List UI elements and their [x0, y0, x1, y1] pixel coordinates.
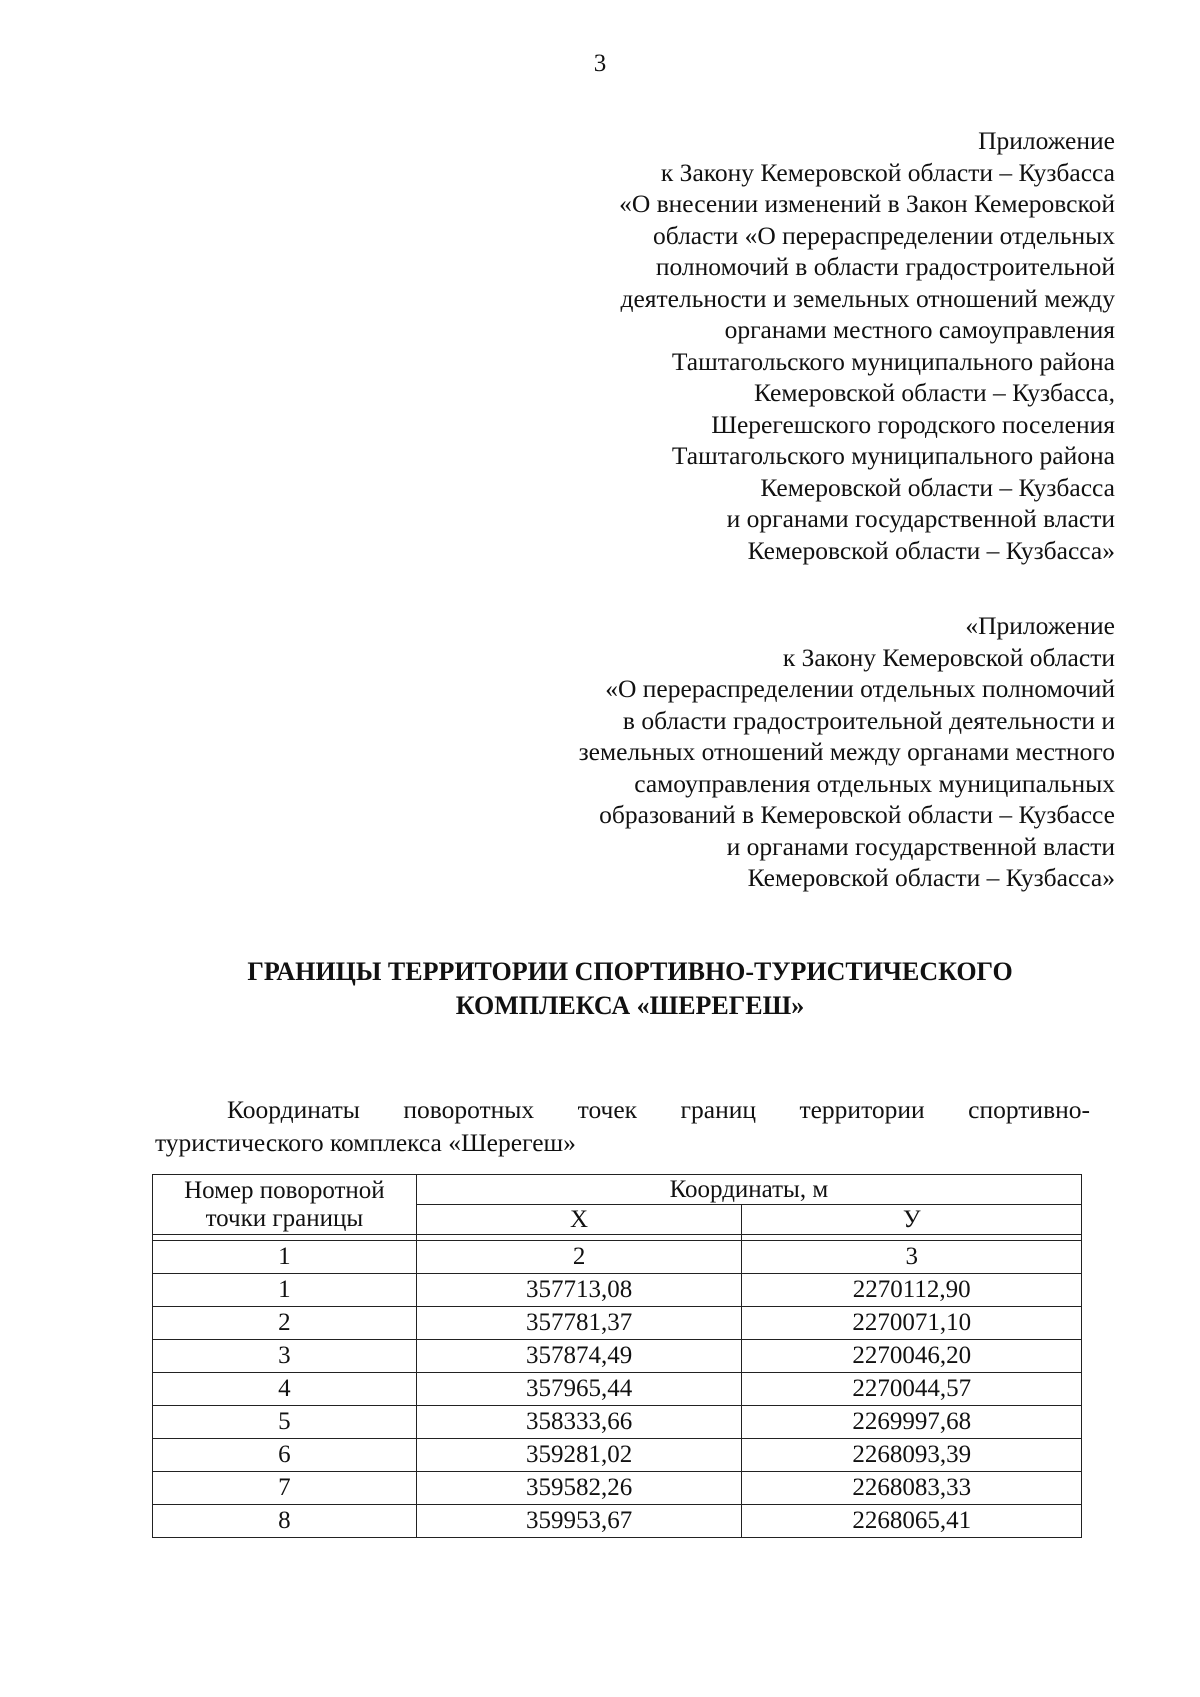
- appendix-quoted-line: в области градостроительной деятельности и: [622, 705, 1115, 735]
- header-point-number: Номер поворотной точки границы: [153, 1175, 417, 1235]
- y-coordinate-cell: 2270112,90: [742, 1274, 1082, 1307]
- appendix-main-line: Приложение: [978, 126, 1115, 155]
- header-coordinates: Координаты, м: [416, 1175, 1081, 1205]
- intro-paragraph: [155, 1093, 1090, 1159]
- y-coordinate-cell: 2270071,10: [742, 1307, 1082, 1340]
- table-row: [153, 1340, 1082, 1373]
- x-coordinate-cell: 359281,02: [416, 1439, 742, 1472]
- y-coordinate-cell: 2268065,41: [742, 1505, 1082, 1538]
- table-row: [153, 1274, 1082, 1307]
- column-number: 1: [153, 1241, 417, 1274]
- appendix-main-line: и органами государственной власти: [726, 504, 1115, 533]
- appendix-main-line: Таштагольского муниципального района: [671, 346, 1115, 376]
- point-number-cell: 7: [153, 1472, 417, 1505]
- appendix-main-line: полномочий в области градостроительной: [655, 252, 1115, 281]
- appendix-quoted-line: самоуправления отдельных муниципальных: [634, 768, 1115, 798]
- appendix-main-line: деятельности и земельных отношений между: [620, 283, 1115, 313]
- table-row: [153, 1505, 1082, 1538]
- column-number: 3: [742, 1241, 1082, 1274]
- document-title: [110, 955, 1150, 1023]
- coordinates-table: [152, 1174, 1082, 1538]
- x-coordinate-cell: 357965,44: [416, 1373, 742, 1406]
- appendix-main-line: области «О перераспределении отдельных: [652, 220, 1115, 250]
- appendix-main-line: Шерегешского городского поселения: [711, 409, 1115, 439]
- table-header-row: [153, 1175, 1082, 1205]
- appendix-main-line: Кемеровской области – Кузбасса,: [754, 378, 1115, 407]
- appendix-quoted-line: к Закону Кемеровской области: [782, 642, 1115, 672]
- column-numbering-row: [153, 1241, 1082, 1274]
- table-row: [153, 1406, 1082, 1439]
- appendix-quoted-line: «Приложение: [965, 611, 1115, 640]
- appendix-quoted-block: [579, 610, 1115, 894]
- x-coordinate-cell: 357874,49: [416, 1340, 742, 1373]
- x-coordinate-cell: 358333,66: [416, 1406, 742, 1439]
- page-number: 3: [593, 50, 607, 77]
- point-number-cell: 1: [153, 1274, 417, 1307]
- x-coordinate-cell: 359582,26: [416, 1472, 742, 1505]
- y-coordinate-cell: 2270046,20: [742, 1340, 1082, 1373]
- x-coordinate-cell: 357781,37: [416, 1307, 742, 1340]
- table-row: [153, 1307, 1082, 1340]
- appendix-quoted-line: Кемеровской области – Кузбасса»: [747, 863, 1115, 892]
- table-row: [153, 1373, 1082, 1406]
- x-coordinate-cell: 357713,08: [416, 1274, 742, 1307]
- point-number-cell: 5: [153, 1406, 417, 1439]
- appendix-quoted-line: «О перераспределении отдельных полномочий: [605, 674, 1115, 703]
- table-row: [153, 1472, 1082, 1505]
- column-number: 2: [416, 1241, 742, 1274]
- point-number-cell: 4: [153, 1373, 417, 1406]
- appendix-quoted-line: образований в Кемеровской области – Кузбассе: [599, 800, 1115, 829]
- point-number-cell: 2: [153, 1307, 417, 1340]
- y-coordinate-cell: 2270044,57: [742, 1373, 1082, 1406]
- appendix-main-line: Кемеровской области – Кузбасса: [760, 472, 1115, 502]
- appendix-main-line: «О внесении изменений в Закон Кемеровской: [619, 189, 1115, 218]
- title-line: КОМПЛЕКСА «ШЕРЕГЕШ»: [455, 991, 805, 1020]
- appendix-quoted-line: и органами государственной власти: [726, 831, 1115, 861]
- intro-rest-line: туристического комплекса «Шерегеш»: [155, 1128, 576, 1157]
- table-row: [153, 1439, 1082, 1472]
- appendix-main-line: к Закону Кемеровской области – Кузбасса: [660, 157, 1115, 187]
- appendix-main-line: Кемеровской области – Кузбасса»: [747, 535, 1115, 565]
- point-number-cell: 6: [153, 1439, 417, 1472]
- appendix-main-line: Таштагольского муниципального района: [671, 441, 1115, 470]
- x-coordinate-cell: 359953,67: [416, 1505, 742, 1538]
- y-coordinate-cell: 2269997,68: [742, 1406, 1082, 1439]
- header-y: У: [742, 1205, 1082, 1235]
- point-number-cell: 8: [153, 1505, 417, 1538]
- appendix-quoted-line: земельных отношений между органами местного: [578, 737, 1115, 766]
- y-coordinate-cell: 2268093,39: [742, 1439, 1082, 1472]
- appendix-main-block: [619, 125, 1115, 566]
- title-line: ГРАНИЦЫ ТЕРРИТОРИИ СПОРТИВНО-ТУРИСТИЧЕСКОГО: [247, 957, 1013, 986]
- intro-first-line: Координаты поворотных точек границ территории спортивно-: [227, 1095, 1090, 1124]
- y-coordinate-cell: 2268083,33: [742, 1472, 1082, 1505]
- point-number-cell: 3: [153, 1340, 417, 1373]
- header-x: X: [416, 1205, 742, 1235]
- appendix-main-line: органами местного самоуправления: [724, 315, 1115, 344]
